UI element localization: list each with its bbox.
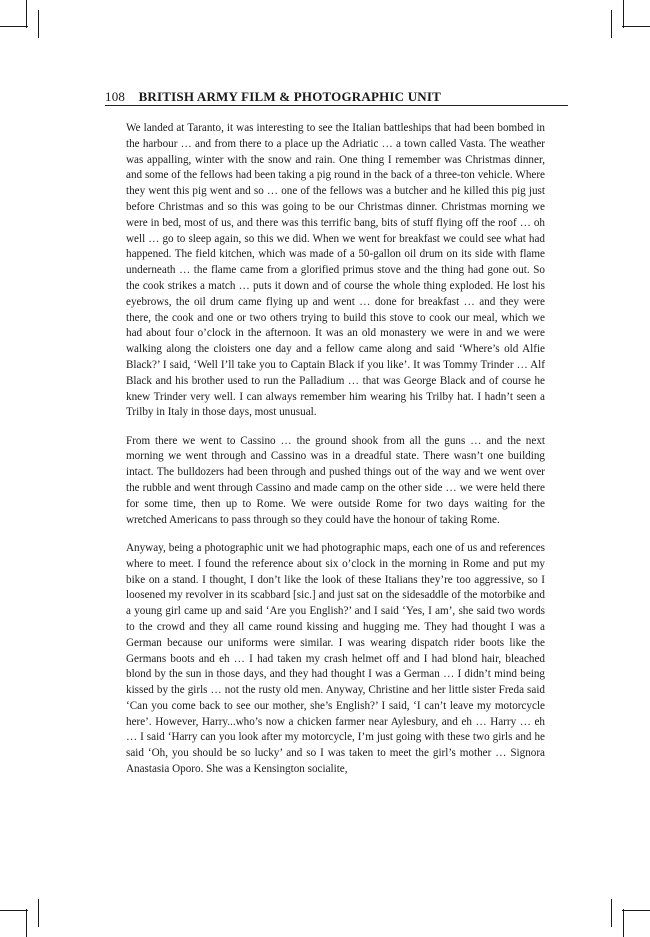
page-number: 108 [105, 89, 126, 104]
crop-mark-top-right-h [622, 26, 650, 27]
crop-mark-bottom-right-h [622, 910, 650, 911]
crop-mark-top-left-v1 [26, 0, 27, 28]
running-header [105, 89, 568, 105]
crop-mark-top-right-v2 [611, 10, 612, 38]
crop-mark-bottom-left-h [0, 910, 28, 911]
paragraph-3: Anyway, being a photographic unit we had photographic maps, each one of us and references where to meet. I found the reference about six o’clock in the morning in Rome and put my bike on a stand. I thought, I don’t like the look of these Italians they’re too aggressive, so I loosened my revolver in its scabbard [sic.] and just sat on the sidesaddle of the motorbike and a young girl came up and said ‘Are you English?’ and I said ‘Yes, I am’, she said two words to the crowd and they all came round kissing and hugging me. They had thought I was a German because our uniforms were similar. I was wearing dispatch rider boots like the Germans boots and eh … I had taken my crash helmet off and I had blond hair, bleached blond by the sun in those days, and they had thought I was a German … I didn’t mind being kissed by the girls … not the rusty old men. Anyway, Christine and her little sister Freda said ‘Can you come back to see our mother, she’s English?’ I said, ‘I can’t leave my motorcycle here’. However, Harry...who’s now a chicken farmer near Aylesbury, and eh … Harry … eh … I said ‘Harry can you look after my motorcycle, I’m just going with these two girls and he said ‘Oh, you should be so lucky’ and so I was taken to meet the girl’s mother … Signora Anastasia Oporo. She was a Kensington socialite, [126, 541, 545, 776]
crop-mark-bottom-right-v2 [611, 899, 612, 927]
crop-mark-top-right-v1 [623, 0, 624, 28]
crop-mark-top-left-h [0, 26, 28, 27]
crop-mark-bottom-right-v1 [623, 909, 624, 937]
crop-mark-bottom-left-v2 [38, 899, 39, 927]
paragraph-2: From there we went to Cassino … the ground shook from all the guns … and the next morning we went through and Cassino was in a dreadful state. There wasn’t one building intact. The bulldozers had been through and pushed things out of the way and we went over the rubble and went through Cassino and made camp on the other side … we were held there for some time, then up to Rome. We were outside Rome for two days waiting for the wretched Americans to pass through so they could have the honour of taking Rome. [126, 434, 545, 526]
body-text [126, 121, 545, 790]
paragraph-1: We landed at Taranto, it was interesting to see the Italian battleships that had been bombed in the harbour … and from there to a place up the Adriatic … a town called Vasta. The weather was appalling, winter with the snow and rain. One thing I remember was Christmas dinner, and some of the fellows had been taking a pig round in the back of a three-ton vehicle. Where they went this pig went and so … one of the fellows was a butcher and he killed this pig just before Christmas and so this was going to be our Christmas dinner. Christmas morning we were in bed, most of us, and there was this terrific bang, bits of stuff flying off the roof … oh well … go to sleep again, so this we did. When we went for breakfast we could see what had happened. The field kitchen, which was made of a 50-gallon oil drum on its side with flame underneath … the flame came from a glorified primus stove and the thing had gone out. So the cook strikes a match … puts it down and of course the whole thing exploded. He lost his eyebrows, the oil drum came flying up and went … done for breakfast … and they were there, the cook and one or two others trying to build this stove to cook our meal, which we had about four o’clock in the afternoon. It was an old monastery we were in and we were walking along the cloisters one day and a fellow came along and said ‘Where’s old Alfie Black?’ I said, ‘Well I’ll take you to Captain Black if you like’. It was Tommy Trinder … Alf Black and his brother used to run the Palladium … that was George Black and of course he knew Trinder very well. I can always remember him wearing his Trilby hat. I hadn’t seen a Trilby in Italy in those days, most unusual. [126, 122, 545, 419]
crop-mark-top-left-v2 [38, 10, 39, 38]
crop-mark-bottom-left-v1 [26, 909, 27, 937]
running-title: BRITISH ARMY FILM & PHOTOGRAPHIC UNIT [138, 89, 442, 104]
header-rule [105, 105, 568, 106]
